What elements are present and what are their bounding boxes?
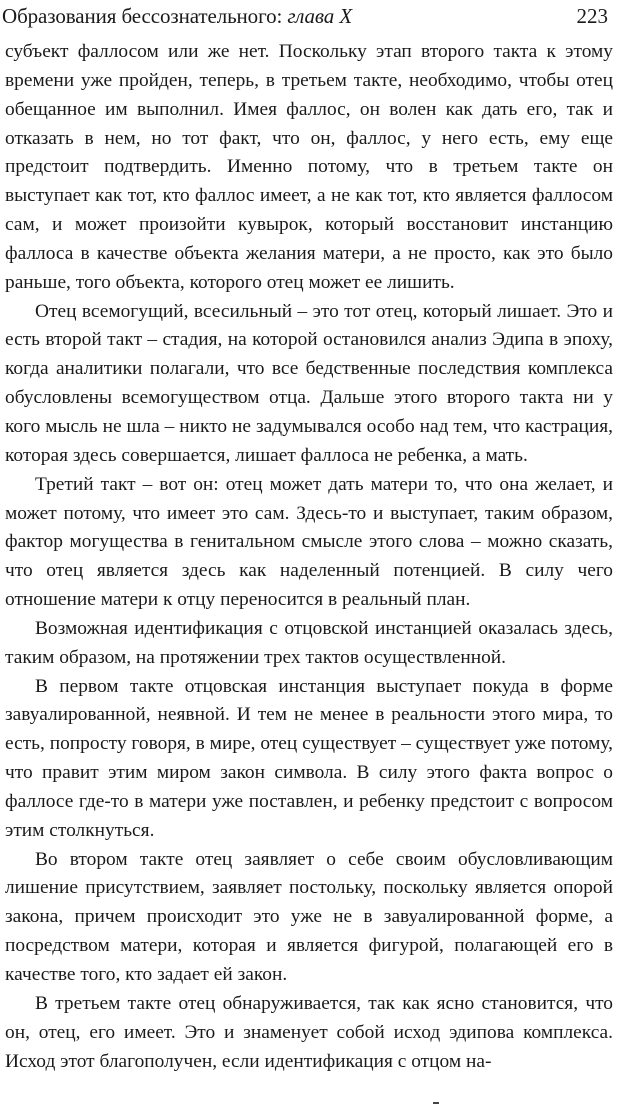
scan-speck <box>433 1102 439 1104</box>
body-text <box>5 38 613 1076</box>
paragraph-2: Отец всемогущий, всесильный – это тот отец, который лишает. Это и есть второй такт – стадия, на которой остановился анализ Эдипа в эпоху, когда аналитики полагали, что все бедственные последствия комплекса обусловлены всемогуществом отца. Дальше этого второго такта ни у кого мысль не шла – никто не задумывался особо над тем, что кастрация, которая здесь совершается, лишает фаллоса не ребенка, а мать. <box>5 300 613 466</box>
page-number: 223 <box>576 4 608 28</box>
paragraph-5: В первом такте отцовская инстанция выступает покуда в форме завуалированной, неявной. И тем не менее в реальности этого мира, то есть, попросту говоря, в мире, отец существует – существует уже потому, что правит этим миром закон символа. В силу этого факта вопрос о фаллосе где-то в матери уже поставлен, и ребенку предстоит с вопросом этим столкнуться. <box>5 675 613 841</box>
paragraph-7: В третьем такте отец обнаруживается, так как ясно становится, что он, отец, его имеет. Это и знаменует собой исход эдипова комплекса. Исход этот благополучен, если идентификация с отцом на- <box>5 992 613 1072</box>
paragraph-1: субъект фаллосом или же нет. Поскольку этап второго такта к этому времени уже пройден, теперь, в третьем такте, необходимо, чтобы отец обещанное им выполнил. Имея фаллос, он волен как дать его, так и отказать в нем, но тот факт, что он, фаллос, у него есть, ему еще предстоит подтвердить. Именно потому, что в третьем такте он выступает как тот, кто фаллос имеет, а не как тот, кто является фаллосом сам, и может произойти кувырок, который восстановит инстанцию фаллоса в качестве объекта желания матери, а не просто, как это было раньше, того объекта, которого отец может ее лишить. <box>5 41 613 293</box>
running-head-title <box>2 2 352 30</box>
paragraph-6: Во втором такте отец заявляет о себе своим обусловливающим лишение присутствием, заявляет постольку, поскольку является опорой закона, причем происходит это уже не в завуалированной форме, а посредством матери, которая и является фигурой, полагающей его в качестве того, кто задает ей закон. <box>5 848 613 985</box>
running-head-title-prefix: Образования бессознательного: <box>2 4 288 28</box>
paragraph-3: Третий такт – вот он: отец может дать матери то, что она желает, и может потому, что имеет это сам. Здесь-то и выступает, таким образом, фактор могущества в генитальном смысле этого слова – можно сказать, что отец является здесь как наделенный потенцией. В силу чего отношение матери к отцу переносится в реальный план. <box>5 473 613 611</box>
paragraph-4: Возможная идентификация с отцовской инстанцией оказалась здесь, таким образом, на протяжении трех тактов осуществленной. <box>5 617 613 668</box>
running-head <box>0 2 614 30</box>
running-head-chapter: глава X <box>287 4 353 28</box>
